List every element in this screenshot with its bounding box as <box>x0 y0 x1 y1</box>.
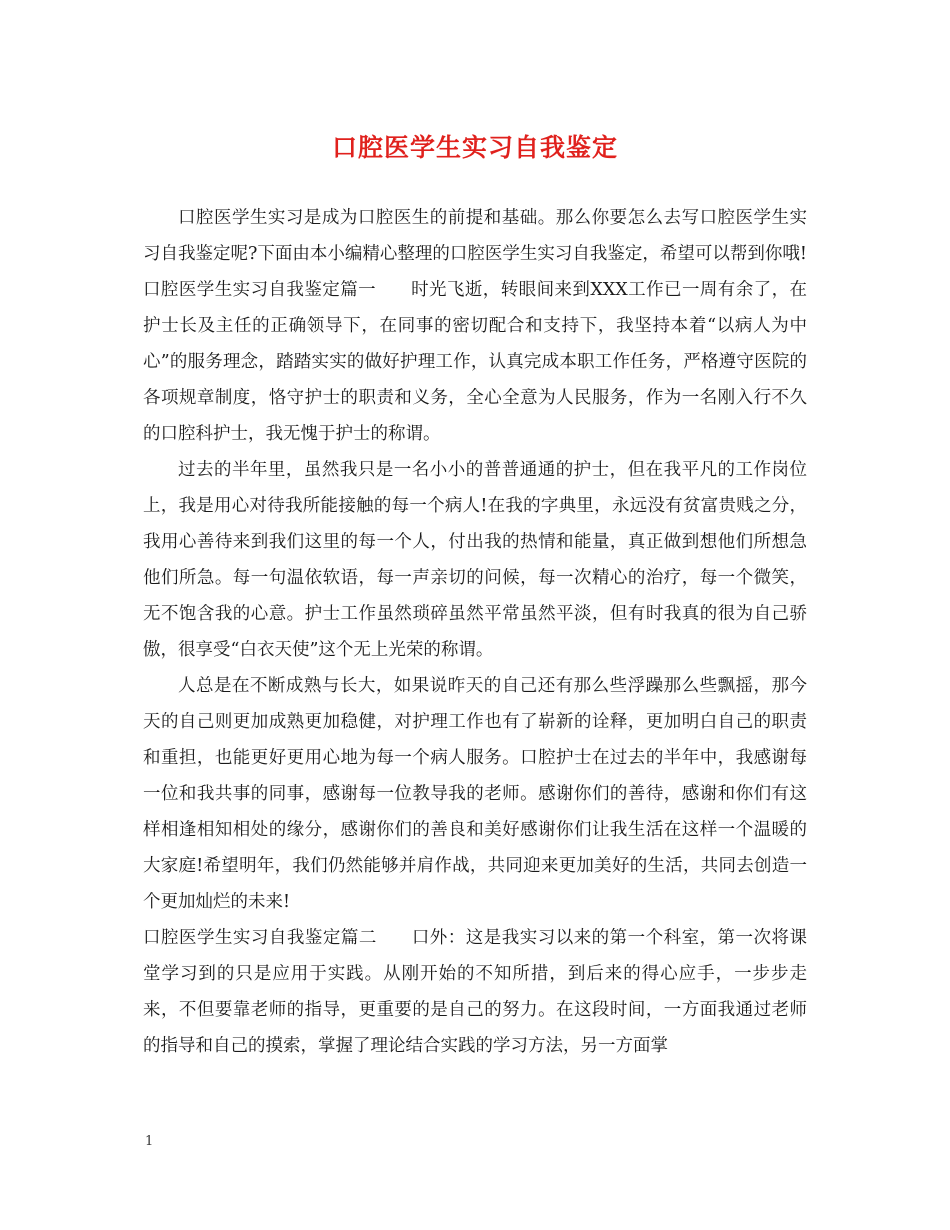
paragraph-text: 口外：这是我实习以来的第一个科室，第一次将课堂学习到的只是应用于实践。从刚开始的不知所措，到后来的得心应手，一步步走来，不但要靠老师的指导，更重要的是自己的努力。在这段时间，一方面我通过老师的指导和自己的摸索，掌握了理论结合实践的学习方法，另一方面掌 <box>143 928 808 1056</box>
page-number: 1 <box>145 1134 154 1149</box>
document-body <box>143 200 807 1064</box>
body-paragraph <box>143 452 807 668</box>
paragraph-text: 时光飞逝，转眼间来到XXX工作已一周有余了，在护士长及主任的正确领导下，在同事的密切配合和支持下，我坚持本着“以病人为中心”的服务理念，踏踏实实的做好护理工作，认真完成本职工作任务，严格遵守医院的各项规章制度，恪守护士的职责和义务，全心全意为人民服务，作为一名刚入行不久的口腔科护士，我无愧于护士的称谓。 <box>143 280 808 444</box>
paragraph-text: 口腔医学生实习是成为口腔医生的前提和基础。那么你要怎么去写口腔医学生实习自我鉴定呢?下面由本小编精心整理的口腔医学生实习自我鉴定，希望可以帮到你哦! <box>143 208 807 264</box>
document-title: 口腔医学生实习自我鉴定 <box>331 133 618 162</box>
section-two-paragraph <box>143 920 807 1064</box>
intro-paragraph <box>143 200 807 272</box>
paragraph-text: 过去的半年里，虽然我只是一名小小的普普通通的护士，但在我平凡的工作岗位上，我是用心对待我所能接触的每一个病人!在我的字典里，永远没有贫富贵贱之分，我用心善待来到我们这里的每一个人，付出我的热情和能量，真正做到想他们所想急他们所急。每一句温依软语，每一声亲切的问候，每一次精心的治疗，每一个微笑，无不饱含我的心意。护士工作虽然琐碎虽然平常虽然平淡，但有时我真的很为自己骄傲，很享受“白衣天使”这个无上光荣的称谓。 <box>143 460 807 660</box>
section-one-paragraph <box>143 272 807 452</box>
paragraph-text: 人总是在不断成熟与长大，如果说昨天的自己还有那么些浮躁那么些飘摇，那今天的自己则更加成熟更加稳健，对护理工作也有了崭新的诠释，更加明白自己的职责和重担，也能更好更用心地为每一个病人服务。口腔护士在过去的半年中，我感谢每一位和我共事的同事，感谢每一位教导我的老师。感谢你们的善待，感谢和你们有这样相逢相知相处的缘分，感谢你们的善良和美好感谢你们让我生活在这样一个温暖的大家庭!希望明年，我们仍然能够并肩作战，共同迎来更加美好的生活，共同去创造一个更加灿烂的未来! <box>143 676 807 912</box>
body-paragraph <box>143 668 807 920</box>
section-heading: 口腔医学生实习自我鉴定篇二 <box>143 928 377 948</box>
section-heading: 口腔医学生实习自我鉴定篇一 <box>143 280 377 300</box>
